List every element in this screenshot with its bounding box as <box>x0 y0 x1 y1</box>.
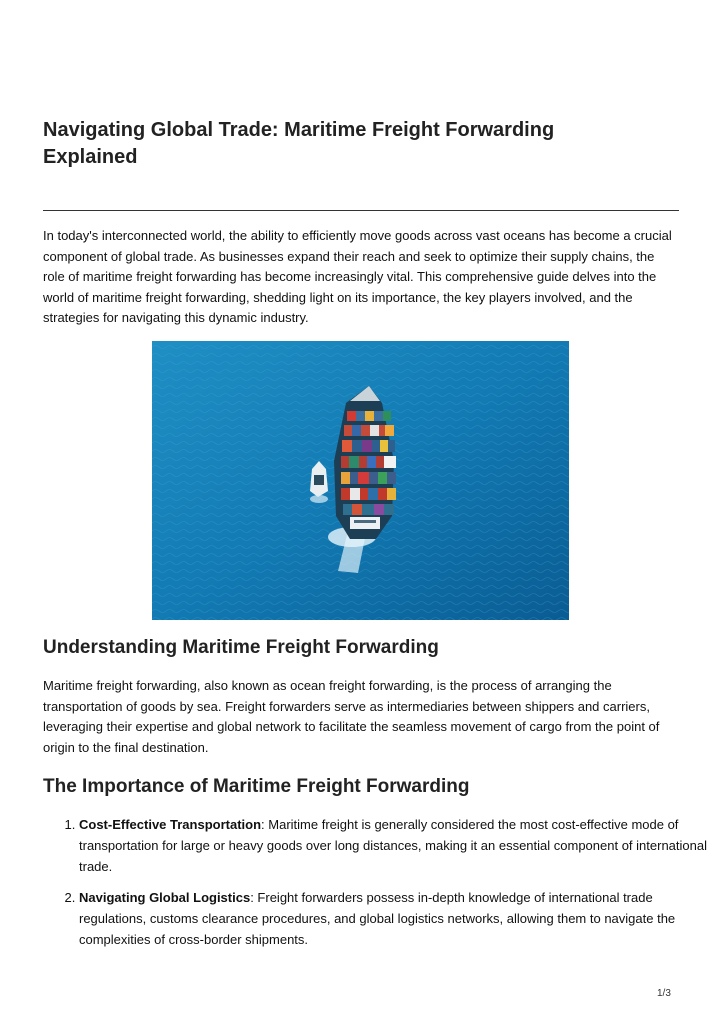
list-item <box>79 888 715 950</box>
cargo-ship-image <box>152 341 569 620</box>
list-item-text: : Maritime freight is generally considered the most cost-effective mode of transportation for large or heavy goods over long distances, making it an essential component of international trade. <box>79 817 707 874</box>
list-item-term: Cost-Effective Transportation <box>79 817 262 832</box>
section-heading-understanding: Understanding Maritime Freight Forwarding <box>43 637 439 658</box>
intro-paragraph: In today's interconnected world, the ability to efficiently move goods across vast oceans has become a crucial component of global trade. As businesses expand their reach and seek to optimize their supply chains, the role of maritime freight forwarding has become increasingly vital. This comprehensive guide delves into the world of maritime freight forwarding, shedding light on its importance, the key players involved, and the strategies for navigating this dynamic industry. <box>43 228 672 326</box>
list-item <box>79 815 715 877</box>
page-number: 1/3 <box>657 988 671 999</box>
importance-list <box>43 815 715 962</box>
title-divider <box>43 210 679 211</box>
article-title: Navigating Global Trade: Maritime Freight Forwarding Explained <box>43 119 555 168</box>
section-heading-importance: The Importance of Maritime Freight Forwarding <box>43 776 470 797</box>
list-item-text: : Freight forwarders possess in-depth knowledge of international trade regulations, customs clearance procedures, and global logistics networks, allowing them to navigate the complexities of cross-border shipments. <box>79 890 676 947</box>
list-item-term: Navigating Global Logistics <box>79 890 251 906</box>
section-body-understanding: Maritime freight forwarding, also known as ocean freight forwarding, is the process of arranging the transportation of goods by sea. Freight forwarders serve as intermediaries between shippers and carriers, leveraging their expertise and global network to facilitate the seamless movement of cargo from the point of origin to the final destination. <box>43 678 660 755</box>
